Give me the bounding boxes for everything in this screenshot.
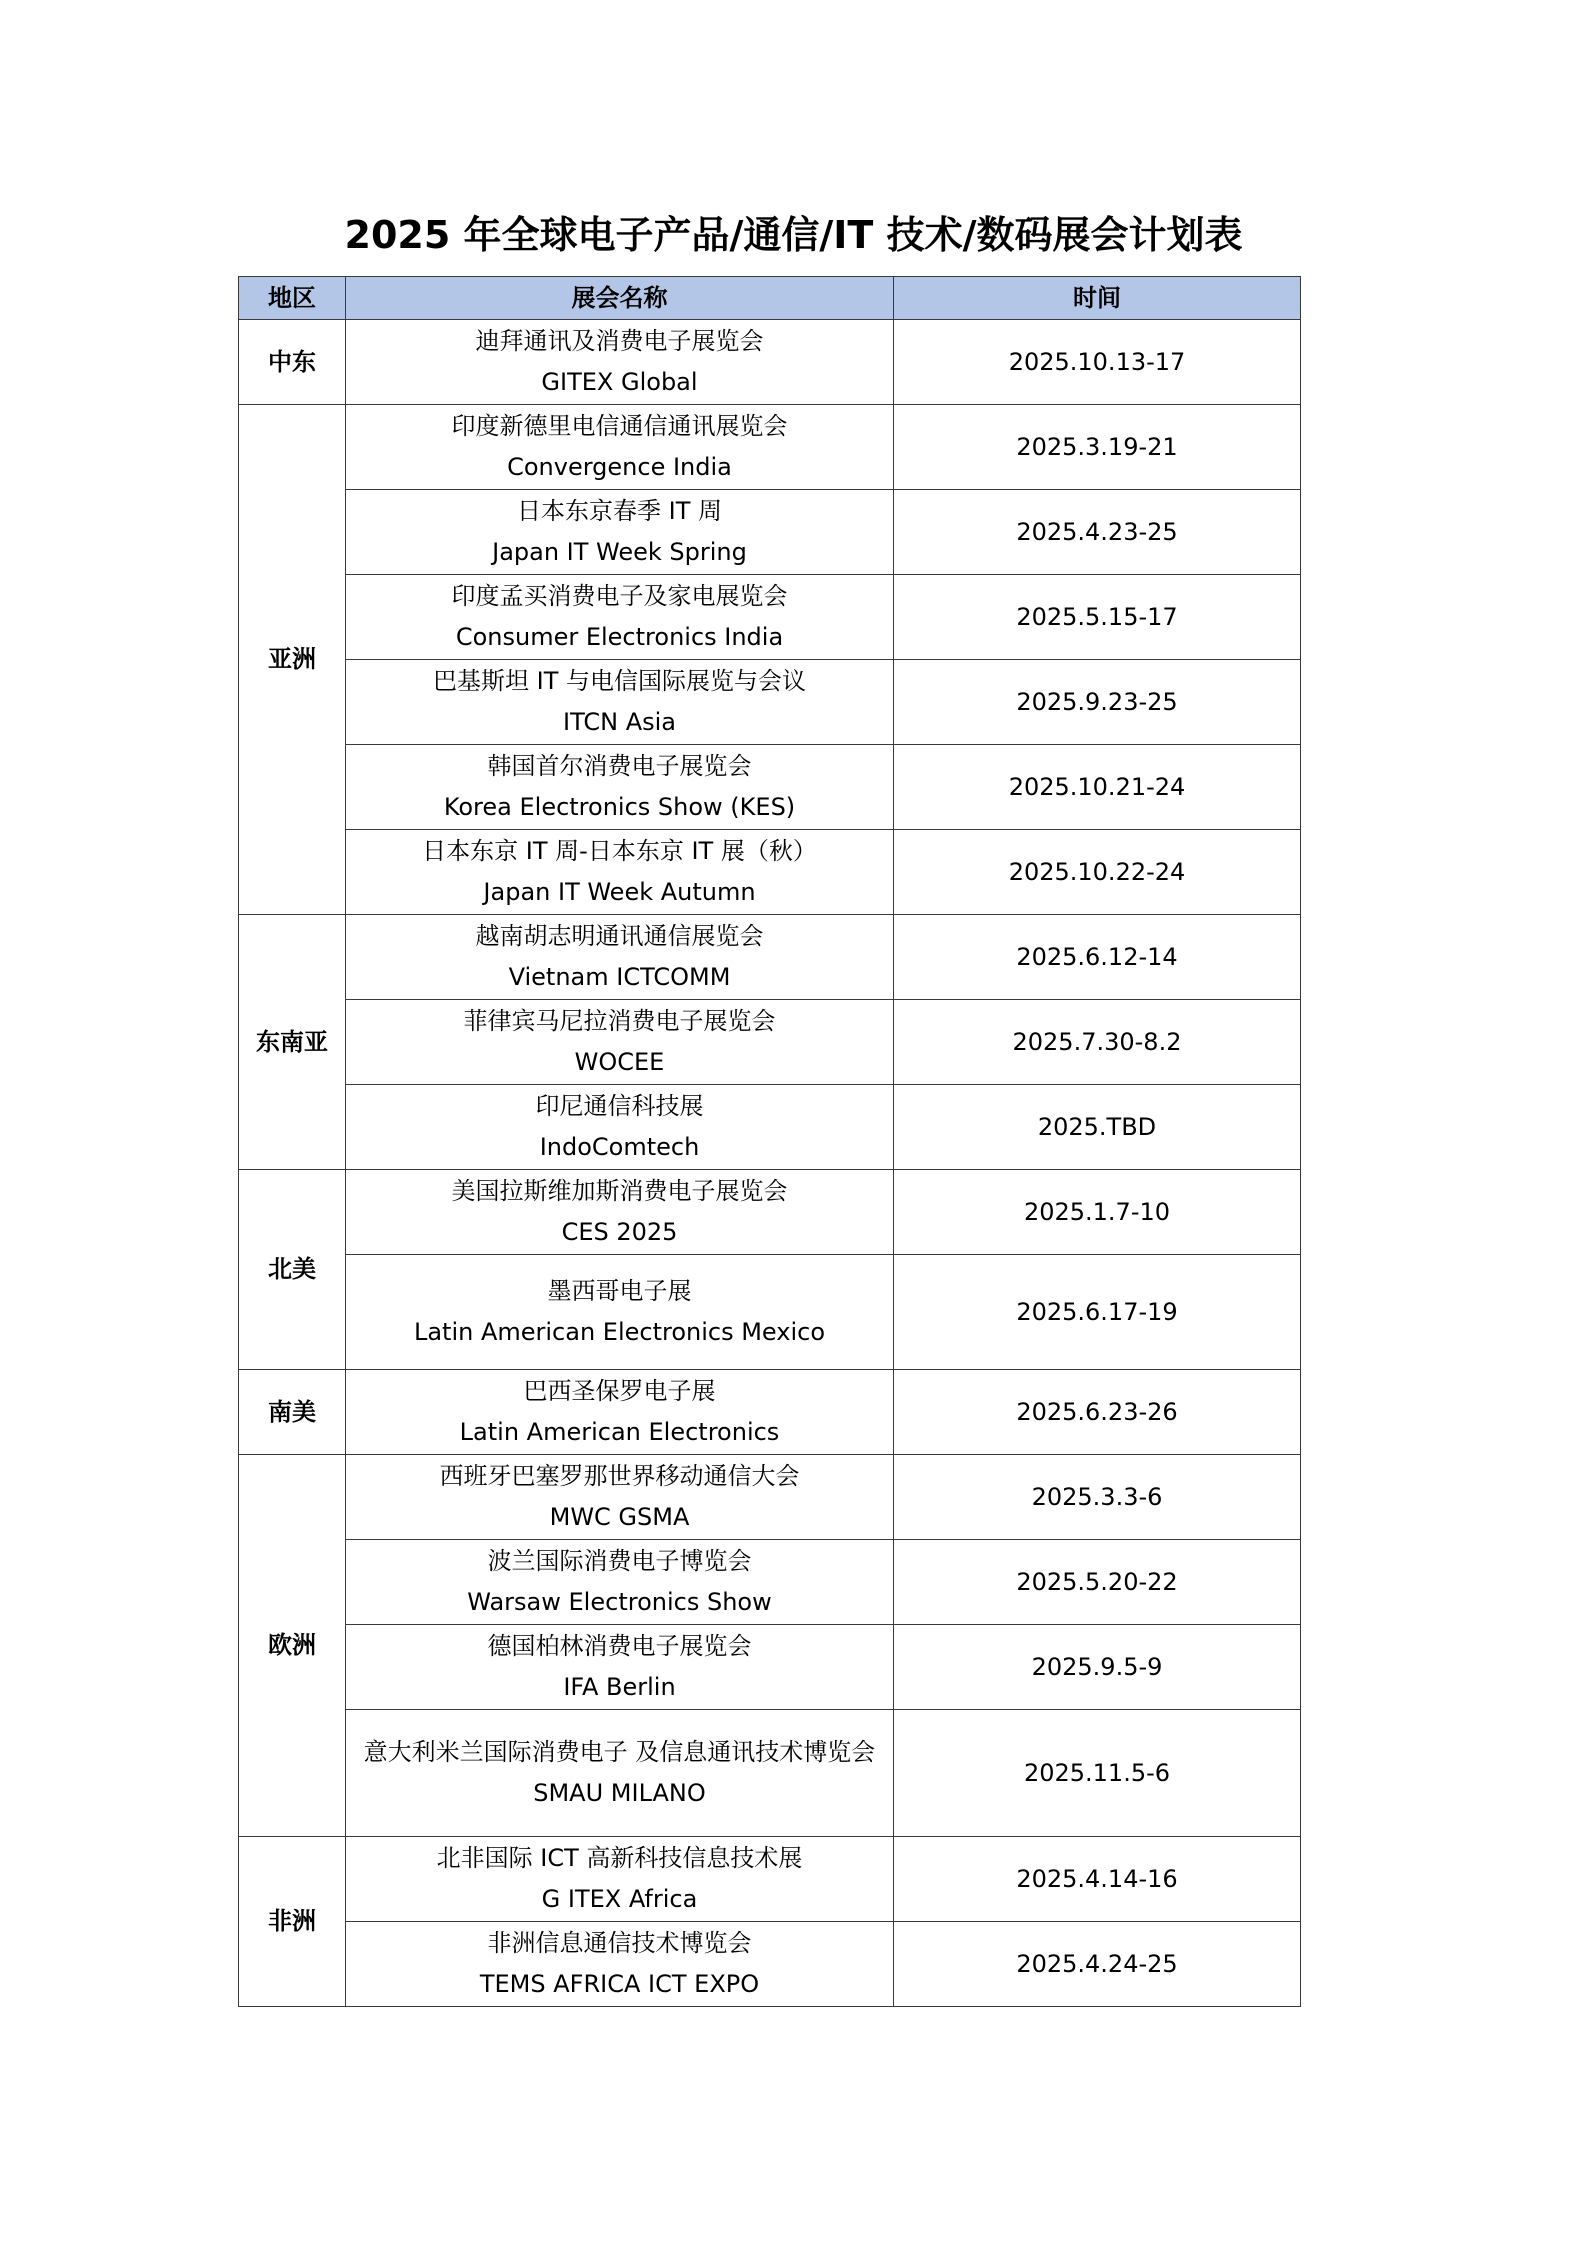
expo-name-en: Korea Electronics Show (KES) [443, 793, 796, 821]
expo-time-cell: 2025.7.30-8.2 [894, 1000, 1301, 1085]
page-title: 2025 年全球电子产品/通信/IT 技术/数码展会计划表 [344, 213, 1243, 257]
expo-name-cell [346, 1540, 894, 1625]
expo-time-cell: 2025.11.5-6 [894, 1710, 1301, 1837]
expo-time-cell: 2025.9.5-9 [894, 1625, 1301, 1710]
region-cell: 南美 [239, 1370, 346, 1455]
expo-time-cell: 2025.10.13-17 [894, 320, 1301, 405]
table-header-row [239, 277, 1301, 320]
expo-name-cn: 巴西圣保罗电子展 [523, 1377, 716, 1405]
expo-name-cn: 印度孟买消费电子及家电展览会 [451, 582, 788, 610]
expo-name-cn: 日本东京春季 IT 周 [517, 497, 722, 525]
table-row [239, 1837, 1301, 1922]
table-row [239, 660, 1301, 745]
expo-name-cell [346, 320, 894, 405]
expo-name-cn: 巴基斯坦 IT 与电信国际展览与会议 [433, 667, 806, 695]
expo-name-en: IndoComtech [539, 1133, 700, 1161]
expo-name-cn: 墨西哥电子展 [547, 1277, 692, 1305]
expo-name-en: ITCN Asia [563, 708, 676, 736]
expo-name-cn: 德国柏林消费电子展览会 [487, 1632, 752, 1660]
region-cell: 北美 [239, 1170, 346, 1370]
expo-name-en: Warsaw Electronics Show [467, 1588, 772, 1616]
table-row [239, 1170, 1301, 1255]
expo-time-cell: 2025.9.23-25 [894, 660, 1301, 745]
expo-name-cell [346, 575, 894, 660]
expo-name-cell [346, 660, 894, 745]
expo-name-en: Vietnam ICTCOMM [508, 963, 731, 991]
expo-name-en: TEMS AFRICA ICT EXPO [479, 1970, 760, 1998]
table-body [239, 320, 1301, 2007]
table-row [239, 405, 1301, 490]
expo-time-cell: 2025.4.24-25 [894, 1922, 1301, 2007]
expo-table [238, 276, 1301, 2007]
expo-time-cell: 2025.3.3-6 [894, 1455, 1301, 1540]
expo-name-cell [346, 1837, 894, 1922]
table-row [239, 1000, 1301, 1085]
expo-name-en: Japan IT Week Spring [492, 538, 747, 566]
expo-name-en: Latin American Electronics Mexico [413, 1318, 826, 1346]
expo-name-cell [346, 490, 894, 575]
expo-name-cn: 波兰国际消费电子博览会 [487, 1547, 752, 1575]
expo-name-cn: 西班牙巴塞罗那世界移动通信大会 [439, 1462, 800, 1490]
expo-time-cell: 2025.6.12-14 [894, 915, 1301, 1000]
region-cell: 亚洲 [239, 405, 346, 915]
expo-name-cell [346, 1170, 894, 1255]
expo-name-en: Japan IT Week Autumn [483, 878, 756, 906]
expo-time-cell: 2025.6.17-19 [894, 1255, 1301, 1370]
expo-name-cell [346, 1000, 894, 1085]
expo-name-en: Latin American Electronics [459, 1418, 780, 1446]
expo-name-cell [346, 1625, 894, 1710]
expo-name-en: Convergence India [507, 453, 732, 481]
expo-name-cn: 韩国首尔消费电子展览会 [487, 752, 752, 780]
expo-name-en: GITEX Global [541, 368, 698, 396]
region-cell: 非洲 [239, 1837, 346, 2007]
header-region: 地区 [239, 277, 346, 320]
expo-name-cell [346, 1370, 894, 1455]
expo-name-cn: 菲律宾马尼拉消费电子展览会 [463, 1007, 776, 1035]
expo-time-cell: 2025.5.15-17 [894, 575, 1301, 660]
expo-name-cn: 越南胡志明通讯通信展览会 [475, 922, 764, 950]
expo-name-cn: 迪拜通讯及消费电子展览会 [475, 327, 764, 355]
table-row [239, 1710, 1301, 1837]
expo-time-cell: 2025.6.23-26 [894, 1370, 1301, 1455]
expo-time-cell: 2025.10.21-24 [894, 745, 1301, 830]
expo-time-cell: 2025.1.7-10 [894, 1170, 1301, 1255]
table-row [239, 915, 1301, 1000]
expo-name-cell [346, 830, 894, 915]
expo-name-cn: 印尼通信科技展 [535, 1092, 704, 1120]
expo-name-cell [346, 745, 894, 830]
table-row [239, 1922, 1301, 2007]
region-cell: 欧洲 [239, 1455, 346, 1837]
expo-name-cell [346, 1922, 894, 2007]
expo-name-cell [346, 1455, 894, 1540]
region-cell: 东南亚 [239, 915, 346, 1170]
expo-name-en: SMAU MILANO [533, 1779, 706, 1807]
region-cell: 中东 [239, 320, 346, 405]
expo-time-cell: 2025.TBD [894, 1085, 1301, 1170]
table-row [239, 320, 1301, 405]
header-time: 时间 [894, 277, 1301, 320]
table-row [239, 1255, 1301, 1370]
expo-name-cn: 意大利米兰国际消费电子 及信息通讯技术博览会 [363, 1738, 876, 1766]
expo-name-en: IFA Berlin [563, 1673, 676, 1701]
expo-name-en: Consumer Electronics India [455, 623, 784, 651]
expo-time-cell: 2025.5.20-22 [894, 1540, 1301, 1625]
expo-name-cn: 日本东京 IT 周-日本东京 IT 展（秋） [422, 837, 817, 865]
expo-name-cell [346, 1710, 894, 1837]
expo-name-cell [346, 1255, 894, 1370]
expo-name-cell [346, 915, 894, 1000]
table-row [239, 1540, 1301, 1625]
expo-name-cn: 印度新德里电信通信通讯展览会 [451, 412, 788, 440]
table-row [239, 1625, 1301, 1710]
expo-name-cn: 非洲信息通信技术博览会 [487, 1929, 752, 1957]
expo-name-en: G ITEX Africa [541, 1885, 698, 1913]
table-row [239, 1085, 1301, 1170]
expo-name-cell [346, 405, 894, 490]
expo-name-en: MWC GSMA [549, 1503, 690, 1531]
header-name: 展会名称 [346, 277, 894, 320]
table-row [239, 1370, 1301, 1455]
table-row [239, 830, 1301, 915]
expo-name-en: WOCEE [574, 1048, 665, 1076]
table-row [239, 575, 1301, 660]
table-row [239, 745, 1301, 830]
expo-name-cell [346, 1085, 894, 1170]
expo-name-cn: 北非国际 ICT 高新科技信息技术展 [436, 1844, 803, 1872]
expo-time-cell: 2025.10.22-24 [894, 830, 1301, 915]
table-row [239, 490, 1301, 575]
expo-name-cn: 美国拉斯维加斯消费电子展览会 [451, 1177, 788, 1205]
expo-name-en: CES 2025 [561, 1218, 678, 1246]
expo-time-cell: 2025.4.14-16 [894, 1837, 1301, 1922]
table-row [239, 1455, 1301, 1540]
expo-time-cell: 2025.4.23-25 [894, 490, 1301, 575]
expo-time-cell: 2025.3.19-21 [894, 405, 1301, 490]
